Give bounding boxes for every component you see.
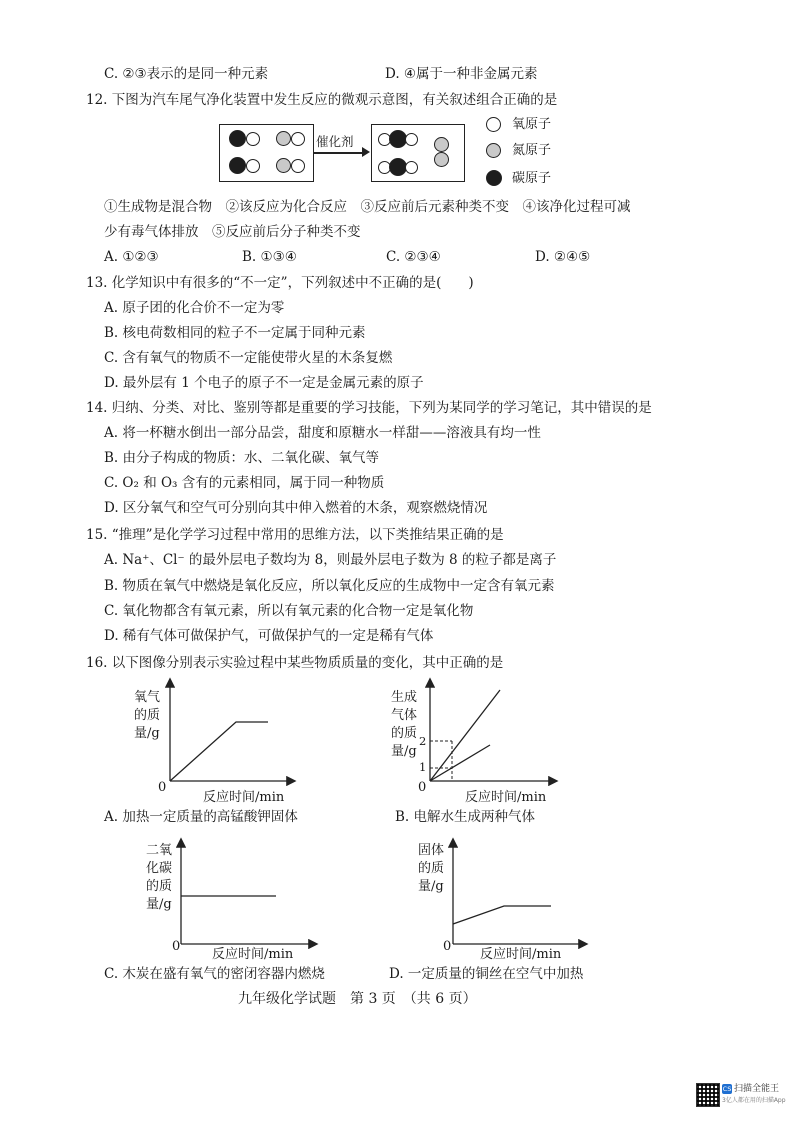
catalyst-label: 催化剂 <box>316 134 354 149</box>
graph-c-ylabel-3: 的质 <box>146 879 173 894</box>
graph-b-xlabel: 反应时间/min <box>465 790 547 805</box>
q14-option-d: D. 区分氧气和空气可分别向其中伸入燃着的木条，观察燃烧情况 <box>104 500 488 516</box>
q12-option-a: A. ①②③ <box>104 249 159 265</box>
graph-d-ylabel-2: 的质 <box>418 861 445 876</box>
graph-b-caption: B. 电解水生成两种气体 <box>395 809 536 825</box>
q15-stem: 15. “推理”是化学学习过程中常用的思维方法，以下类推结果正确的是 <box>86 527 504 543</box>
graph-c-xlabel: 反应时间/min <box>212 947 294 962</box>
graph-c-ylabel-1: 二氧 <box>146 843 173 858</box>
qr-code-icon <box>696 1083 720 1107</box>
graph-c-caption: C. 木炭在盛有氧气的密闭容器内燃烧 <box>104 966 325 982</box>
q15-option-c: C. 氧化物都含有氧元素，所以有氧元素的化合物一定是氧化物 <box>104 603 474 619</box>
graph-b-tick-2: 2 <box>419 734 427 748</box>
legend-nitrogen-label: 氮原子 <box>512 143 552 158</box>
graph-b-ylabel-2: 气体 <box>391 708 418 723</box>
legend-oxygen-label: 氧原子 <box>512 117 552 132</box>
graph-b-ylabel-1: 生成 <box>391 690 418 705</box>
camscanner-logo-icon: CS <box>722 1085 732 1093</box>
graph-d-ylabel-3: 量/g <box>418 879 444 894</box>
q13-option-a: A. 原子团的化合价不一定为零 <box>104 300 285 316</box>
q15-option-b: B. 物质在氧气中燃烧是氧化反应，所以氧化反应的生成物中一定含有氧元素 <box>104 578 555 594</box>
q12-stem: 12. 下图为汽车尾气净化装置中发生反应的微观示意图，有关叙述组合正确的是 <box>86 92 558 108</box>
q12-option-d: D. ②④⑤ <box>535 249 591 265</box>
graph-c-ylabel-2: 化碳 <box>146 861 173 876</box>
q13-option-c: C. 含有氧气的物质不一定能使带火星的木条复燃 <box>104 350 393 366</box>
legend-carbon-label: 碳原子 <box>512 171 552 186</box>
q13-option-b: B. 核电荷数相同的粒子不一定属于同种元素 <box>104 325 366 341</box>
graph-d-curve <box>453 906 551 924</box>
graph-a-ylabel-2: 的质 <box>134 708 161 723</box>
q13-stem: 13. 化学知识中有很多的“不一定”，下列叙述中不正确的是( ) <box>86 275 474 291</box>
graph-c-ylabel-4: 量/g <box>146 897 172 912</box>
graph-b-origin: 0 <box>418 780 427 795</box>
q11-option-d: D. ④属于一种非金属元素 <box>385 66 538 82</box>
q12-option-c: C. ②③④ <box>386 249 441 265</box>
q14-option-b: B. 由分子构成的物质：水、二氧化碳、氧气等 <box>104 450 380 466</box>
graph-d-origin: 0 <box>443 939 452 954</box>
graph-c-origin: 0 <box>172 939 181 954</box>
q13-option-d: D. 最外层有 1 个电子的原子不一定是金属元素的原子 <box>104 375 424 391</box>
graph-a-ylabel-3: 量/g <box>134 726 160 741</box>
q12-statements-line1: ①生成物是混合物 ②该反应为化合反应 ③反应前后元素种类不变 ④该净化过程可减 <box>104 199 631 215</box>
scanner-sub: 3亿人都在用的扫描App <box>722 1097 786 1104</box>
q15-option-d: D. 稀有气体可做保护气，可做保护气的一定是稀有气体 <box>104 628 434 644</box>
q15-option-a: A. Na⁺、Cl⁻ 的最外层电子数均为 8，则最外层电子数为 8 的粒子都是离子 <box>104 552 557 568</box>
graph-d-caption: D. 一定质量的铜丝在空气中加热 <box>389 966 584 982</box>
q14-option-a: A. 将一杯糖水倒出一部分品尝，甜度和原糖水一样甜——溶液具有均一性 <box>104 425 541 441</box>
graph-a-ylabel-1: 氧气 <box>134 690 161 705</box>
graph-d-xlabel: 反应时间/min <box>480 947 562 962</box>
graph-a-xlabel: 反应时间/min <box>203 790 285 805</box>
q11-option-c: C. ②③表示的是同一种元素 <box>104 66 269 82</box>
q14-stem: 14. 归纳、分类、对比、鉴别等都是重要的学习技能，下列为某同学的学习笔记，其中错误的是 <box>86 400 652 416</box>
graph-d-ylabel-1: 固体 <box>418 843 445 858</box>
graph-b-ylabel-4: 量/g <box>391 744 417 759</box>
graph-a-origin: 0 <box>158 780 167 795</box>
q14-option-c: C. O₂ 和 O₃ 含有的元素相同，属于同一种物质 <box>104 475 385 491</box>
scanner-brand: 扫描全能王 <box>734 1084 780 1094</box>
graph-b-tick-1: 1 <box>419 760 427 774</box>
q12-option-b: B. ①③④ <box>242 249 297 265</box>
graph-a-caption: A. 加热一定质量的高锰酸钾固体 <box>104 809 298 825</box>
graph-b-ylabel-3: 的质 <box>391 726 418 741</box>
q12-statements-line2: 少有毒气体排放 ⑤反应前后分子种类不变 <box>104 224 361 240</box>
q16-stem: 16. 以下图像分别表示实验过程中某些物质质量的变化，其中正确的是 <box>86 655 504 671</box>
page-footer: 九年级化学试题 第 3 页 （共 6 页） <box>238 991 477 1007</box>
